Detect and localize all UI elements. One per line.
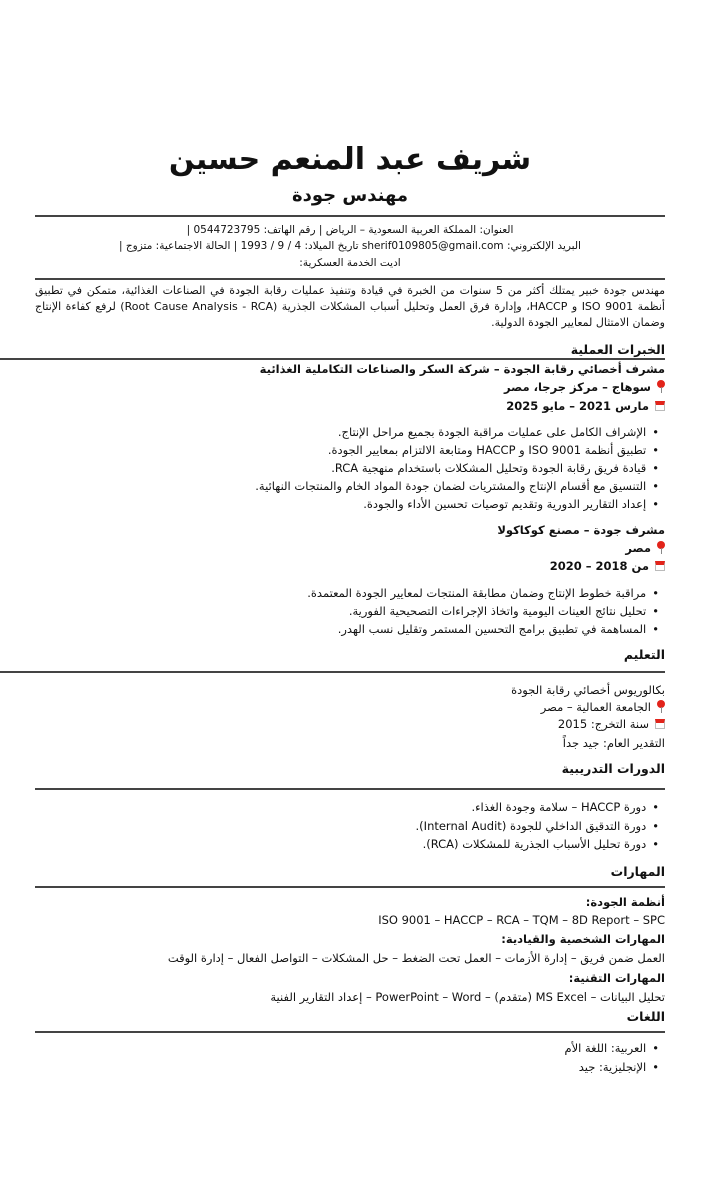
candidate-name: شريف عبد المنعم حسين (168, 142, 532, 177)
list-item: • تحليل نتائج العينات اليومية واتخاذ الإجراءات التصحيحية الفورية. (349, 603, 659, 619)
skill-group-label: أنظمة الجودة: (585, 895, 665, 909)
section-heading-experience: الخبرات العملية (570, 342, 665, 357)
skill-group-value: ISO 9001 – HACCP – RCA – TQM – 8D Report – SPC (378, 913, 665, 927)
section-heading-skills: المهارات (610, 864, 665, 879)
graduation-year (558, 716, 665, 732)
summary: مهندس جودة خبير يمتلك أكثر من 5 سنوات من الخبرة في قيادة وتنفيذ عمليات رقابة الجودة في الصناعات الغذائية، متمكن في تطبيق أنظمة ISO 9001 و HACCP، وإدارة فرق العمل وتحليل أسباب المشكلات الجذرية (Root Cause Analysis - RCA) لرفع كفاءة الإنتاج وضمان الامتثال لمعايير الجودة الدولية. (35, 284, 665, 329)
section-heading-education: التعليم (623, 647, 665, 662)
skill-group-value: تحليل البيانات – MS Excel (متقدم) – PowerPoint – Word – إعداد التقارير الفنية (270, 990, 665, 1004)
section-heading-languages: اللغات (626, 1009, 665, 1024)
university (541, 699, 665, 715)
list-item: • إعداد التقارير الدورية وتقديم توصيات تحسين الأداء والجودة. (363, 496, 659, 512)
divider (0, 671, 665, 673)
section-heading-courses: الدورات التدريبية (561, 761, 665, 776)
job-location (625, 540, 665, 556)
graduation-text: سنة التخرج: 2015 (557, 717, 649, 731)
divider (35, 278, 665, 280)
list-item: • العربية: اللغة الأم (564, 1040, 659, 1056)
skill-group-label: المهارات التقنية: (568, 971, 665, 985)
contact-line: اديت الخدمة العسكرية: (299, 257, 401, 269)
calendar-icon (655, 401, 665, 411)
list-item: • تطبيق أنظمة ISO 9001 و HACCP ومتابعة الالتزام بمعايير الجودة. (328, 442, 659, 458)
list-item: • دورة التدقيق الداخلي للجودة (Internal Audit). (416, 818, 659, 834)
job-dates (550, 558, 665, 574)
job-location (504, 379, 665, 395)
divider (0, 358, 665, 360)
location-text: سوهاج – مركز جرجا، مصر (503, 380, 651, 394)
contact-line: البريد الإلكتروني: sherif0109805@gmail.com تاريخ الميلاد: 4 / 9 / 1993 | الحالة الاجتماعية: متزوج | (119, 240, 581, 252)
calendar-icon (655, 719, 665, 729)
skill-group-value: العمل ضمن فريق – إدارة الأزمات – العمل تحت الضغط – حل المشكلات – التواصل الفعال – إدارة الوقت (167, 951, 665, 965)
location-text: مصر (625, 541, 651, 555)
grade: التقدير العام: جيد جداً (562, 736, 665, 750)
degree: بكالوريوس أخصائي رقابة الجودة (511, 683, 665, 697)
skill-group-label: المهارات الشخصية والقيادية: (501, 932, 665, 946)
list-item: • المساهمة في تطبيق برامج التحسين المستمر وتقليل نسب الهدر. (338, 621, 659, 637)
dates-text: من 2018 – 2020 (549, 559, 649, 573)
contact-line: العنوان: المملكة العربية السعودية – الرياض | رقم الهاتف: 0544723795 | (186, 224, 514, 236)
job-dates (506, 398, 665, 414)
location-pin-icon (657, 699, 665, 713)
location-pin-icon (657, 540, 665, 554)
list-item: • دورة تحليل الأسباب الجذرية للمشكلات (RCA). (423, 836, 659, 852)
list-item: • قيادة فريق رقابة الجودة وتحليل المشكلات باستخدام منهجية RCA. (331, 460, 659, 476)
list-item: • دورة HACCP – سلامة وجودة الغذاء. (471, 799, 659, 815)
university-text: الجامعة العمالية – مصر (540, 700, 651, 714)
job-title: مشرف أخصائي رقابة الجودة – شركة السكر والصناعات التكاملية الغذائية (259, 362, 665, 376)
list-item: • الإنجليزية: جيد (579, 1059, 659, 1075)
job-title: مهندس جودة (292, 185, 408, 206)
divider (35, 886, 665, 888)
divider (35, 1031, 665, 1033)
dates-text: مارس 2021 – مايو 2025 (506, 399, 649, 413)
list-item: • مراقبة خطوط الإنتاج وضمان مطابقة المنتجات لمعايير الجودة المعتمدة. (307, 585, 659, 601)
divider (35, 788, 665, 790)
calendar-icon (655, 561, 665, 571)
divider (35, 215, 665, 217)
job-title: مشرف جودة – مصنع كوكاكولا (497, 523, 665, 537)
list-item: • التنسيق مع أقسام الإنتاج والمشتريات لضمان جودة المواد الخام والمنتجات النهائية. (255, 478, 659, 494)
list-item: • الإشراف الكامل على عمليات مراقبة الجودة بجميع مراحل الإنتاج. (338, 424, 659, 440)
location-pin-icon (657, 379, 665, 393)
